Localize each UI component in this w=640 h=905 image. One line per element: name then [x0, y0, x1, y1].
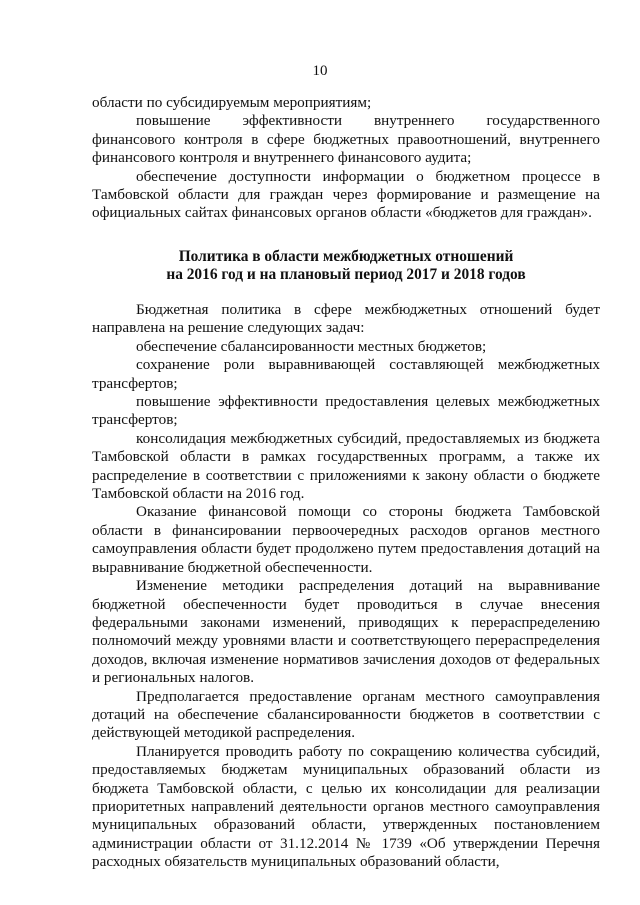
paragraph: Предполагается предоставление органам местного самоуправления дотаций на обеспечение сбалансированности бюджетов в соответствии с действующей методикой распределения. [92, 687, 600, 742]
paragraph: повышение эффективности предоставления целевых межбюджетных трансфертов; [92, 393, 600, 429]
paragraph: Планируется проводить работу по сокращению количества субсидий, предоставляемых бюджетам муниципальных образований области из бюджета Тамбовской области, с целью их консолидации для реализации приоритетных направлений деятельности органов местного самоуправления муниципальных образований области, утвержденных постановлением администрации области от 31.12.2014 № 1739 «Об утверждении Перечня расходных обязательств муниципальных образований области, [92, 742, 600, 871]
section-heading [92, 248, 600, 285]
page-number: 10 [312, 63, 328, 79]
main-text-block [92, 301, 600, 872]
paragraph: Бюджетная политика в сфере межбюджетных отношений будет направлена на решение следующих задач: [92, 301, 600, 337]
paragraph: области по субсидируемым мероприятиям; [92, 94, 372, 111]
section-heading-line: на 2016 год и на плановый период 2017 и 2018 годов [166, 266, 526, 284]
paragraph: обеспечение доступности информации о бюджетном процессе в Тамбовской области для граждан через формирование и размещение на официальных сайтах финансовых органов области «бюджетов для граждан». [92, 167, 600, 222]
paragraph: повышение эффективности внутреннего государственного финансового контроля в сфере бюджетных правоотношений, внутреннего финансового контроля и внутреннего финансового аудита; [92, 112, 600, 167]
paragraph: Изменение методики распределения дотаций на выравнивание бюджетной обеспеченности будет проводиться в случае внесения федеральными законами изменений, приводящих к перераспределению полномочий между уровнями власти и соответствующего перераспределения доходов, включая изменение нормативов зачисления доходов от федеральных и региональных налогов. [92, 577, 600, 687]
paragraph: сохранение роли выравнивающей составляющей межбюджетных трансфертов; [92, 356, 600, 392]
paragraph: обеспечение сбалансированности местных бюджетов; [136, 337, 487, 355]
section-heading-line: Политика в области межбюджетных отношений [178, 248, 514, 265]
top-text-block [92, 94, 600, 223]
paragraph: Оказание финансовой помощи со стороны бюджета Тамбовской области в финансировании первоочередных расходов органов местного самоуправления области будет продолжено путем предоставления дотаций на выравнивание бюджетной обеспеченности. [92, 503, 600, 576]
paragraph: консолидация межбюджетных субсидий, предоставляемых из бюджета Тамбовской области в рамках государственных программ, а также их распределение в соответствии с приложениями к закону области о бюджете Тамбовской области на 2016 год. [92, 429, 600, 503]
